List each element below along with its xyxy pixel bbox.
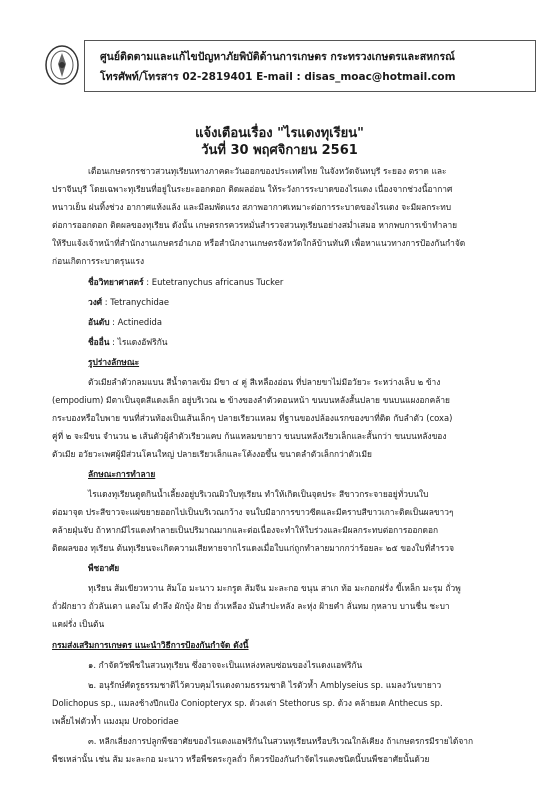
recommendation-line: ๓. หลีกเลี่ยงการปลูกพืชอาศัยของไรแดงแอฟริกันในสวนทุเรียนหรือบริเวณใกล้เคียง ถ้าเกษตรกรมีรายได้จาก — [88, 736, 474, 746]
family-value: : Tetranychidae — [102, 297, 170, 307]
recommendations-heading: กรมส่งเสริมการเกษตร แนะนำวิธีการป้องกันกำจัด ดังนี้ — [52, 640, 249, 650]
damage-line: ติดผลของ ทุเรียน ต้นทุเรียนจะเกิดความเสียหายจากไรแดงเมื่อใบแก่ถูกทำลายมากกว่าร้อยละ ๒๕ ของใบที่สำรวจ — [52, 543, 455, 553]
intro-line: ก่อนเกิดการระบาดรุนแรง — [52, 256, 145, 266]
announcement-title: แจ้งเตือนเรื่อง "ไรแดงทุเรียน" — [195, 126, 364, 141]
order-value: : Actinedida — [109, 317, 163, 327]
morphology-heading: รูปร่างลักษณะ — [88, 357, 140, 367]
other-name — [88, 337, 168, 347]
damage-line: ต่อมาจุด ประสีขาวจะแผ่ขยายออกไปเป็นบริเวณกว้าง จนใบมีอาการขาวซีดและมีคราบสีขาวเกาะติดเป็นผลขาวๆ — [52, 507, 454, 517]
family — [88, 297, 169, 307]
recommendation-line: Dolichopus sp., แมลงช้างปีกแป้ง Coniopteryx sp. ด้วงเต่า Stethorus sp. ด้วง คล้ายมด Anthecus sp. — [52, 698, 443, 708]
other-name-label: ชื่ออื่น — [88, 337, 110, 347]
center-name: ศูนย์ติดตามและแก้ไขปัญหาภัยพิบัติด้านการเกษตร กระทรวงเกษตรและสหกรณ์ — [100, 51, 455, 63]
order — [88, 317, 162, 327]
hosts-line: แคฝรั่ง เป็นต้น — [52, 619, 105, 629]
morphology-line: กระบองหรือใบพาย ขนที่ส่วนท้องเป็นเส้นเล็กๆ ปลายเรียวแหลม ที่ฐานของปล้องแรกของขาที่ติด กับลำตัว (coxa) — [52, 413, 453, 423]
intro-line: ให้รีบแจ้งเจ้าหน้าที่สำนักงานเกษตรอำเภอ หรือสำนักงานเกษตรจังหวัดใกล้บ้านทันที เพื่อหาแนวทางการป้องกันกำจัด — [52, 238, 466, 248]
contact-line: โทรศัพท์/โทรสาร 02-2819401 E-mail : disas_moac@hotmail.com — [100, 71, 456, 83]
hosts-line: ทุเรียน ส้มเขียวหวาน ส้มโอ มะนาว มะกรูด ส้มจีน มะละกอ ขนุน สาเก ท้อ มะกอกฝรั่ง ขี้เหล็ก มะรุม ถั่วพู — [88, 583, 461, 593]
recommendation-line: ๒. อนุรักษ์ศัตรูธรรมชาติไว้ควบคุมไรแดงตามธรรมชาติ ไรตัวห้ำ Amblyseius sp. แมลงวันขายาว — [88, 680, 442, 690]
ministry-emblem-icon — [44, 44, 80, 86]
hosts-heading: พืชอาศัย — [88, 563, 120, 573]
other-name-value: : ไรแดงอัฟริกัน — [109, 337, 168, 347]
damage-line: ไรแดงทุเรียนดูดกินน้ำเลี้ยงอยู่บริเวณผิวใบทุเรียน ทำให้เกิดเป็นจุดประ สีขาวกระจายอยู่ทั่วบนใบ — [88, 489, 429, 499]
intro-line: หนาวเย็น ฝนทิ้งช่วง อากาศแห้งแล้ง และมีลมพัดแรง สภาพอากาศเหมาะต่อการระบาดของไรแดง จะมีผลกระทบ — [52, 202, 452, 212]
scientific-name — [88, 277, 283, 287]
morphology-line: (empodium) มีตาเป็นจุดสีแดงเล็ก อยู่บริเวณ ๒ ข้างของลำตัวตอนหน้า ขนบนหลังสั้นปลาย ขนบนแผงอกคล้าย — [52, 395, 450, 405]
recommendation-line: ๑. กำจัดวัชพืชในสวนทุเรียน ซึ่งอาจจะเป็นแหล่งหลบซ่อนของไรแดงแอฟริกัน — [88, 660, 363, 670]
order-label: อันดับ — [88, 317, 110, 327]
scientific-name-label: ชื่อวิทยาศาสตร์ — [88, 277, 144, 287]
intro-line: ปราจีนบุรี โดยเฉพาะทุเรียนที่อยู่ในระยะออกดอก ติดผลอ่อน ให้ระวังการระบาดของไรแดง เนื่องจากช่วงนี้อากาศ — [52, 184, 453, 194]
family-label: วงศ์ — [88, 297, 103, 307]
damage-line: คล้ายฝุ่นจับ ถ้าหากมีไรแดงทำลายเป็นปริมาณมากและต่อเนื่องจะทำให้ใบร่วงและมีผลกระทบต่อการออกดอก — [52, 525, 439, 535]
morphology-line: ตัวเมียลำตัวกลมแบน สีน้ำตาลเข้ม มีขา ๔ คู่ สีเหลืองอ่อน ที่ปลายขาไม่มีอวัยวะ ระหว่างเล็บ ๒ ข้าง — [88, 377, 441, 387]
recommendation-line: พืชเหล่านั้น เช่น ส้ม มะละกอ มะนาว หรือพืชตระกูลถั่ว ก็ควรป้องกันกำจัดไรแดงชนิดนี้บนพืชอาศัยนั้นด้วย — [52, 754, 430, 764]
intro-line: ต่อการออกดอก ติดผลของทุเรียน ดังนั้น เกษตรกรควรหมั่นสำรวจสวนทุเรียนอย่างสม่ำเสมอ หากพบการเข้าทำลาย — [52, 220, 458, 230]
damage-heading: ลักษณะการทำลาย — [88, 469, 156, 479]
hosts-line: ถั่วฝักยาว ถั่วลันเตา แตงโม ตำลึง ผักบุ้ง ฝ้าย ถั่วเหลือง มันสำปะหลัง ละหุ่ง ฝ้ายคำ ลั่นทม กุหลาบ บานชื่น ชะบา — [52, 601, 450, 611]
announcement-date: วันที่ 30 พฤศจิกายน 2561 — [201, 143, 358, 158]
scientific-name-value: : Eutetranychus africanus Tucker — [143, 277, 284, 287]
recommendation-line: เพลี้ยไฟตัวห้ำ แมงมุม Uroboridae — [52, 716, 179, 726]
morphology-line: ตัวเมีย อวัยวะเพศผู้มีส่วนโคนใหญ่ ปลายเรียวเล็กและโค้งงอขึ้น ขนาดลำตัวเล็กกว่าตัวเมีย — [52, 449, 372, 459]
intro-line: เตือนเกษตรกรชาวสวนทุเรียนทางภาคตะวันออกของประเทศไทย ในจังหวัดจันทบุรี ระยอง ตราด และ — [88, 166, 447, 176]
morphology-line: คู่ที่ ๒ จะมีขน จำนวน ๒ เส้นตัวผู้ลำตัวเรียวแคบ ก้นแหลมขายาว ขนบนหลังเรียวเล็กและสั้นกว่า ขนบนหลังของ — [52, 431, 447, 441]
